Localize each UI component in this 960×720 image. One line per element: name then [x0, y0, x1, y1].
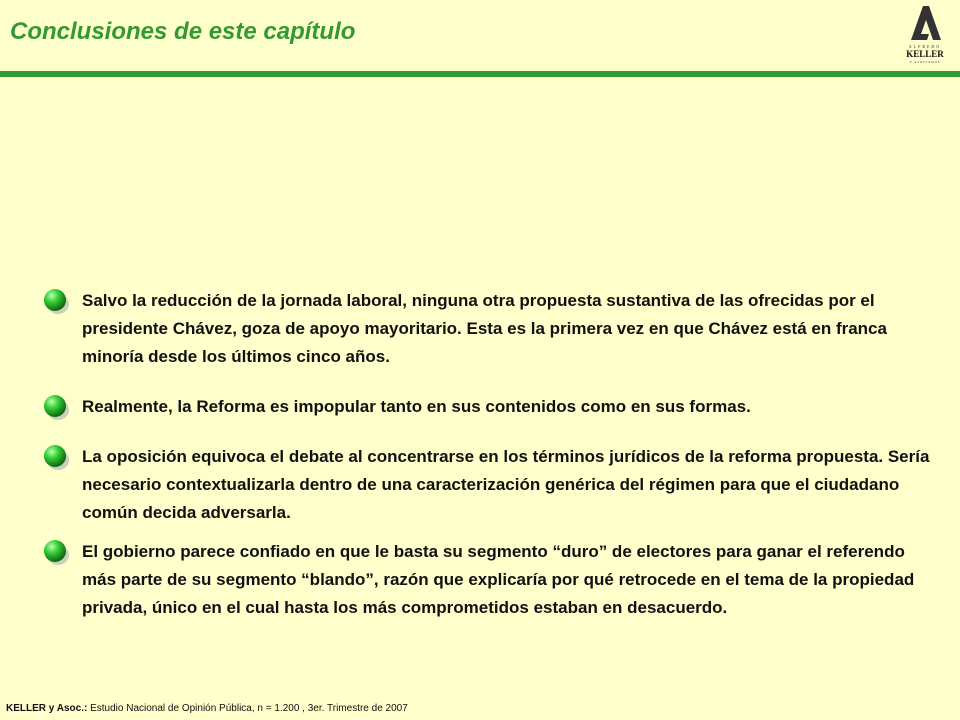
conclusion-text: La oposición equivoca el debate al concentrarse en los términos jurídicos de la reforma propuesta. Sería necesario contextualizarla dentro de una caracterización genérica del régimen para que el ciudadano común decida adversarla. — [82, 447, 930, 522]
conclusion-text: Realmente, la Reforma es impopular tanto en sus contenidos como en sus formas. — [82, 397, 751, 416]
logo-sub-text: Y ASOCIADOS — [909, 60, 941, 64]
footer-source-text: Estudio Nacional de Opinión Pública, n = 1.200 , 3er. Trimestre de 2007 — [87, 703, 408, 714]
header-divider — [0, 71, 960, 77]
keller-logo-mark-icon — [909, 4, 943, 42]
green-bullet-icon — [43, 288, 69, 314]
conclusion-text: El gobierno parece confiado en que le basta su segmento “duro” de electores para ganar el referendo más parte de su segmento “blando”, razón que explicaría por qué retrocede en el tema de la propiedad privada, único en el cual hasta los más comprometidos estaban en desacuerdo. — [82, 542, 915, 617]
logo-top-text: ALFREDO — [908, 44, 942, 49]
logo-name: KELLER — [906, 49, 944, 59]
green-bullet-icon — [43, 394, 69, 420]
footer-source-label: KELLER y Asoc.: — [6, 703, 88, 714]
source-footnote — [6, 703, 408, 714]
page-title: Conclusiones de este capítulo — [10, 18, 356, 45]
conclusion-text: Salvo la reducción de la jornada laboral, ninguna otra propuesta sustantiva de las ofrecidas por el presidente Chávez, goza de apoyo mayoritario. Esta es la primera vez en que Chávez está en franca minoría desde los últimos cinco años. — [82, 291, 887, 366]
green-bullet-icon — [43, 444, 69, 470]
keller-logo — [895, 4, 955, 68]
green-bullet-icon — [43, 539, 69, 565]
